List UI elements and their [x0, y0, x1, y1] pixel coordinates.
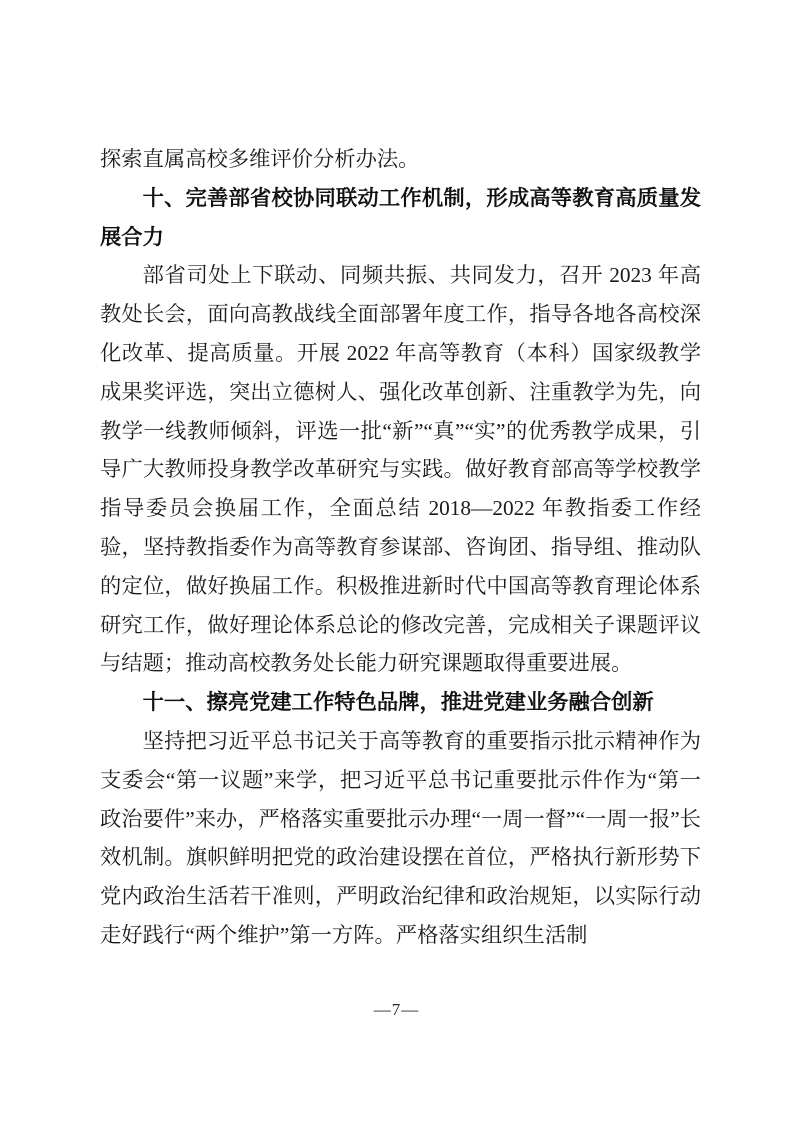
document-content	[100, 140, 701, 955]
paragraph-tail: 探索直属高校多维评价分析办法。	[100, 147, 420, 171]
section-eleven-paragraph: 坚持把习近平总书记关于高等教育的重要指示批示精神作为支委会“第一议题”来学，把习近平总书记重要批示件作为“第一政治要件”来办，严格落实重要批示办理“一周一督”“一周一报”长效机制。旗帜鲜明把党的政治建设摆在首位，严格执行新形势下党内政治生活若干准则，严明政治纪律和政治规矩，以实际行动走好践行“两个维护”第一方阵。严格落实组织生活制	[100, 728, 701, 947]
section-heading-ten: 十、完善部省校协同联动工作机制，形成高等教育高质量发展合力	[100, 185, 701, 249]
section-ten-paragraph: 部省司处上下联动、同频共振、共同发力，召开 2023 年高教处长会，面向高教战线全面部署年度工作，指导各地各高校深化改革、提高质量。开展 2022 年高等教育（本科）国家级教学成果奖评选，突出立德树人、强化改革创新、注重教学为先，向教学一线教师倾斜，评选一批“新”“真”“实”的优秀教学成果，引导广大教师投身教学改革研究与实践。做好教育部高等学校教学指导委员会换届工作，全面总结 2018—2022 年教指委工作经验，坚持教指委作为高等教育参谋部、咨询团、指导组、推动队的定位，做好换届工作。积极推进新时代中国高等教育理论体系研究工作，做好理论体系总论的修改完善，完成相关子课题评议与结题；推动高校教务处长能力研究课题取得重要进展。	[100, 263, 701, 676]
section-heading-eleven: 十一、擦亮党建工作特色品牌，推进党建业务融合创新	[142, 690, 654, 715]
page-number: —7—	[373, 1000, 420, 1019]
page-footer	[0, 1000, 793, 1020]
